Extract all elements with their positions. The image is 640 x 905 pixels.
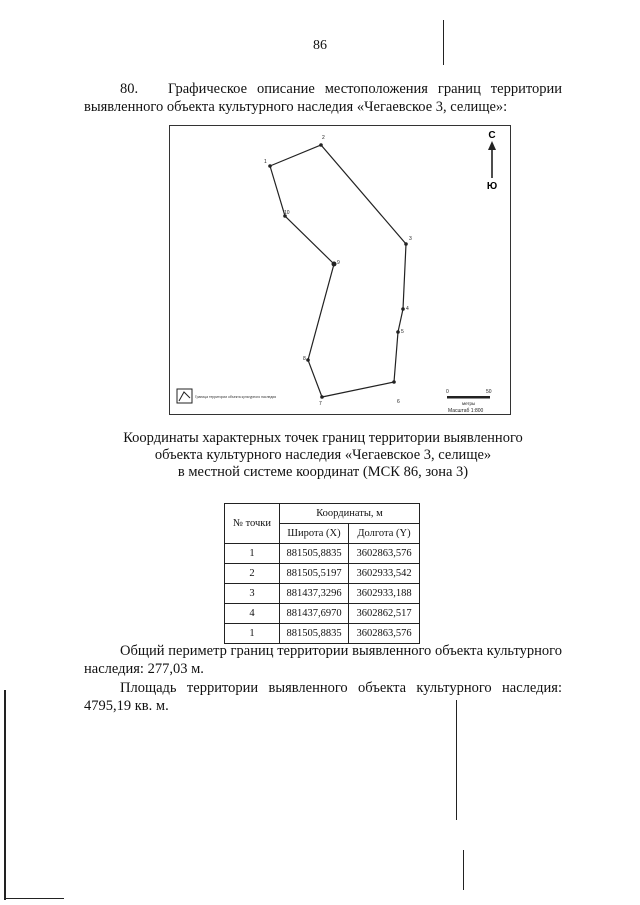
table-row bbox=[225, 564, 420, 584]
heading-number: 80. bbox=[120, 81, 139, 97]
cell-y: 3602933,542 bbox=[349, 564, 420, 584]
scale-start: 0 bbox=[446, 389, 449, 395]
vertex-label-10: 10 bbox=[284, 210, 290, 216]
cell-point: 2 bbox=[225, 564, 280, 584]
map-legend bbox=[177, 389, 276, 403]
scan-border-bottom bbox=[4, 898, 64, 899]
vertex-label-3: 3 bbox=[409, 236, 412, 242]
north-arrow bbox=[487, 130, 497, 192]
col-coords-header: Координаты, м bbox=[280, 504, 420, 524]
scale-bar bbox=[446, 389, 492, 414]
boundary-map bbox=[169, 125, 511, 415]
page-number: 86 bbox=[313, 38, 327, 53]
scale-units: метры bbox=[462, 401, 476, 406]
coord-title-line3: в местной системе координат (МСК 86, зона 3) bbox=[177, 464, 469, 480]
cell-point: 1 bbox=[225, 624, 280, 644]
vertex-marker-2 bbox=[319, 143, 323, 147]
boundary-polygon bbox=[270, 145, 406, 397]
cell-y: 3602863,576 bbox=[349, 544, 420, 564]
section-heading bbox=[84, 80, 562, 116]
cell-y: 3602863,576 bbox=[349, 624, 420, 644]
scale-bar-fill bbox=[447, 396, 490, 399]
table-row bbox=[225, 624, 420, 644]
north-arrow-head bbox=[488, 141, 496, 150]
vertex-marker-1 bbox=[268, 164, 272, 168]
cell-y: 3602862,517 bbox=[349, 604, 420, 624]
vertex-label-1: 1 bbox=[264, 159, 267, 165]
vertex-label-6: 6 bbox=[397, 399, 400, 405]
vertex-label-7: 7 bbox=[319, 401, 322, 407]
coordinates-table bbox=[224, 503, 420, 644]
vertex-marker-7 bbox=[320, 395, 324, 399]
heading-text: Графическое описание местоположения границ территории выявленного объекта культурного наследия «Чегаевское 3, селище»: bbox=[84, 81, 562, 115]
boundary-map-drawing bbox=[170, 126, 511, 415]
vertex-label-8: 8 bbox=[303, 356, 306, 362]
south-label: Ю bbox=[486, 181, 498, 192]
legend-symbol-line bbox=[179, 392, 190, 401]
col-lon-header: Долгота (Y) bbox=[349, 524, 420, 544]
scan-border-left bbox=[4, 690, 6, 900]
cell-x: 881505,8835 bbox=[280, 624, 349, 644]
cell-point: 3 bbox=[225, 584, 280, 604]
vertex-marker-8 bbox=[306, 358, 310, 362]
cell-y: 3602933,188 bbox=[349, 584, 420, 604]
coord-title-line2: объекта культурного наследия «Чегаевское 3, селище» bbox=[154, 447, 492, 463]
cell-x: 881437,3296 bbox=[280, 584, 349, 604]
cell-point: 1 bbox=[225, 544, 280, 564]
coord-title-line1: Координаты характерных точек границ территории выявленного bbox=[123, 430, 523, 446]
vertex-marker-9 bbox=[332, 262, 337, 267]
vertex-label-9: 9 bbox=[337, 260, 340, 266]
scale-text: Масштаб 1:800 bbox=[448, 408, 484, 414]
vertex-marker-4 bbox=[401, 307, 405, 311]
cell-x: 881505,5197 bbox=[280, 564, 349, 584]
vertex-marker-3 bbox=[404, 242, 408, 246]
vertex-label-5: 5 bbox=[401, 329, 404, 335]
cell-x: 881505,8835 bbox=[280, 544, 349, 564]
col-lat-header: Широта (X) bbox=[280, 524, 349, 544]
scale-end: 50 bbox=[486, 389, 492, 395]
col-point-header: № точки bbox=[225, 504, 280, 544]
vertex-label-4: 4 bbox=[406, 306, 409, 312]
scan-mark-right-2 bbox=[456, 700, 457, 820]
perimeter-paragraph: Общий периметр границ территории выявленного объекта культурного наследия: 277,03 м. bbox=[84, 643, 562, 677]
cell-point: 4 bbox=[225, 604, 280, 624]
cell-x: 881437,6970 bbox=[280, 604, 349, 624]
vertex-label-2: 2 bbox=[322, 135, 325, 141]
vertex-marker-6 bbox=[392, 380, 396, 384]
legend-text: Граница территории объекта культурного наследия bbox=[195, 395, 277, 399]
table-header-row bbox=[225, 504, 420, 524]
area-paragraph: Площадь территории выявленного объекта культурного наследия: 4795,19 кв. м. bbox=[84, 680, 562, 714]
scan-mark-right-3 bbox=[463, 850, 464, 890]
table-row bbox=[225, 544, 420, 564]
table-row bbox=[225, 604, 420, 624]
vertex-marker-5 bbox=[396, 330, 400, 334]
table-row bbox=[225, 584, 420, 604]
boundary-vertex-markers bbox=[268, 143, 408, 399]
north-label: С bbox=[488, 130, 496, 141]
